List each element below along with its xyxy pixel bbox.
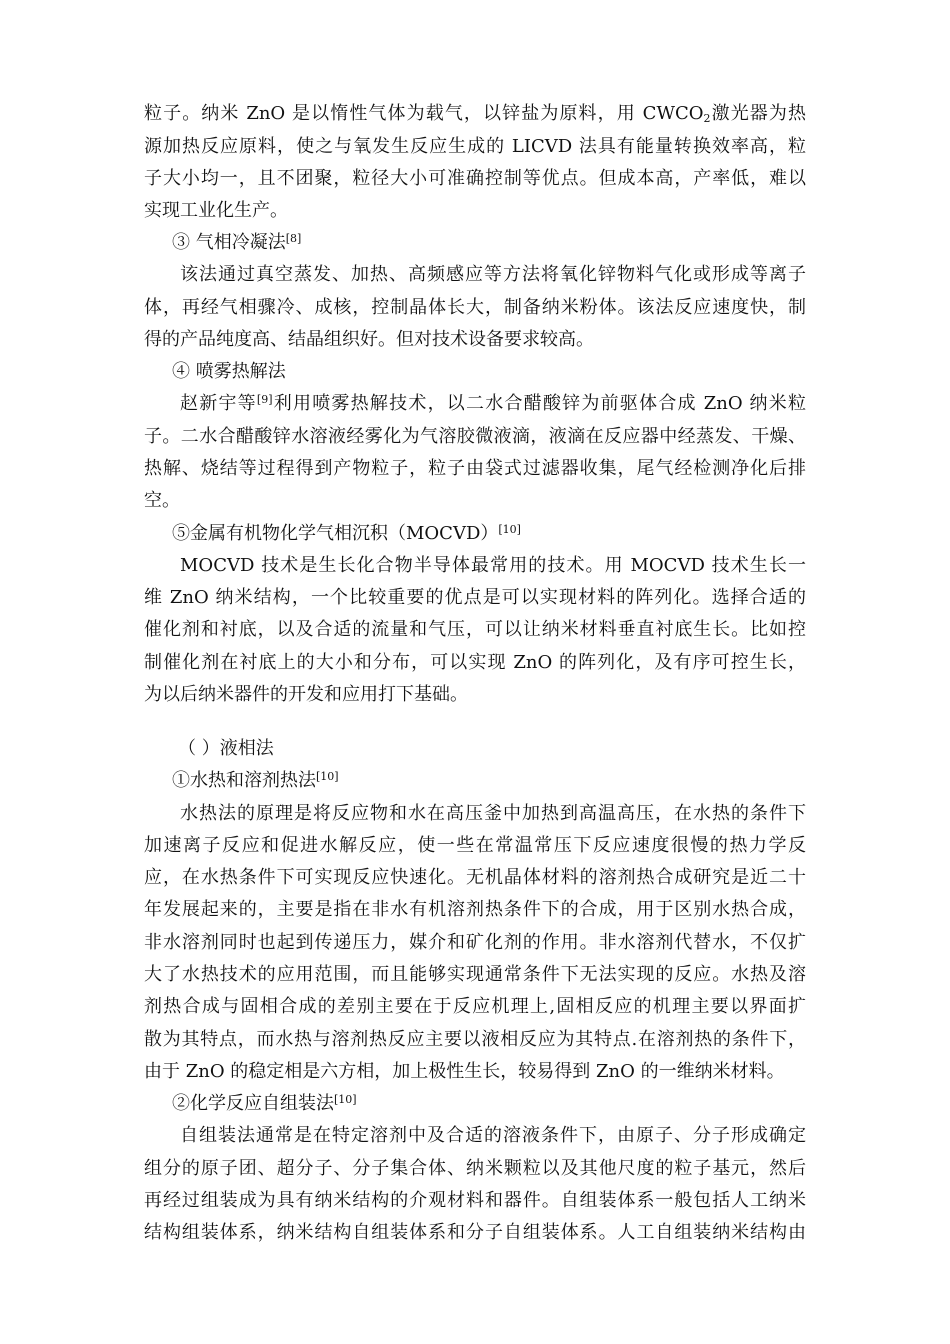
text-line: 制催化剂在衬底上的大小和分布，可以实现 ZnO 的阵列化，及有序可控生长， [144, 652, 806, 673]
text-line: 组分的原子团、超分子、分子集合体、纳米颗粒以及其他尺度的粒子基元，然后 [144, 1158, 806, 1179]
citation: [8] [285, 232, 302, 245]
text-line: 赵新宇等[9]利用喷雾热解技术，以二水合醋酸锌为前驱体合成 ZnO 纳米粒 [180, 393, 806, 414]
text-line: 催化剂和衬底，以及合适的流量和气压，可以让纳米材料垂直衬底生长。比如控 [144, 619, 806, 640]
subscript: 2 [703, 112, 711, 125]
text-line: 结构组装体系，纳米结构自组装体系和分子自组装体系。人工自组装纳米结构由 [144, 1222, 806, 1243]
text-line: 散为其特点，而水热与溶剂热反应主要以液相反应为其特点.在溶剂热的条件下， [144, 1029, 806, 1050]
text-line: 粒子。纳米 ZnO 是以惰性气体为载气，以锌盐为原料，用 $CWCO_2$激光器为热 [144, 103, 806, 125]
text-line: 大了水热技术的应用范围，而且能够实现通常条件下无法实现的反应。水热及溶 [144, 964, 806, 985]
citation: [9] [256, 393, 273, 406]
text-line: 子大小均一，且不团聚，粒径大小可准确控制等优点。但成本高，产率低，难以 [144, 168, 806, 189]
text-line: 体，再经气相骤冷、成核，控制晶体长大，制备纳米粉体。该法反应速度快，制 [144, 297, 806, 318]
text-line: 剂热合成与固相合成的差别主要在于反应机理上,固相反应的机理主要以界面扩 [144, 996, 806, 1017]
text-line: 源加热反应原料，使之与氧发生反应生成的 LICVD 法具有能量转换效率高，粒 [144, 136, 806, 157]
text-line: 年发展起来的，主要是指在非水有机溶剂热条件下的合成，用于区别水热合成， [144, 899, 806, 920]
section-heading: ②化学反应自组装法[10] [172, 1093, 357, 1114]
text-line: 应，在水热条件下可实现反应快速化。无机晶体材料的溶剂热合成研究是近二十 [144, 867, 806, 888]
citation: [10] [498, 523, 521, 536]
text-line: 由于 ZnO 的稳定相是六方相，加上极性生长，较易得到 ZnO 的一维纳米材料。 [144, 1061, 785, 1082]
text-line: 为以后纳米器件的开发和应用打下基础。 [144, 684, 468, 705]
text-line: 空。 [144, 490, 180, 511]
text-line: 水热法的原理是将反应物和水在高压釜中加热到高温高压，在水热的条件下 [180, 803, 806, 824]
text-line: 非水溶剂同时也起到传递压力，媒介和矿化剂的作用。非水溶剂代替水，不仅扩 [144, 932, 806, 953]
text-line: 该法通过真空蒸发、加热、高频感应等方法将氧化锌物料气化或形成等离子 [180, 264, 806, 285]
section-heading: ①水热和溶剂热法[10] [172, 770, 339, 791]
text-line: 子。二水合醋酸锌水溶液经雾化为气溶胶微液滴，液滴在反应器中经蒸发、干燥、 [144, 426, 806, 447]
text-line: 自组装法通常是在特定溶剂中及合适的溶液条件下，由原子、分子形成确定 [180, 1125, 806, 1146]
citation: [10] [316, 770, 339, 783]
citation: [10] [334, 1093, 357, 1106]
text-line: 加速离子反应和促进水解反应，使一些在常温常压下反应速度很慢的热力学反 [144, 835, 806, 856]
text-line: 得的产品纯度高、结晶组织好。但对技术设备要求较高。 [144, 329, 594, 350]
text-line: 热解、烧结等过程得到产物粒子，粒子由袋式过滤器收集，尾气经检测净化后排 [144, 458, 806, 479]
section-heading: ④ 喷雾热解法 [172, 361, 286, 382]
section-heading: ⑤金属有机物化学气相沉积（MOCVD）[10] [172, 523, 521, 544]
text-line: 实现工业化生产。 [144, 200, 288, 221]
section-heading: （ ）液相法 [178, 738, 274, 759]
section-heading: ③ 气相冷凝法[8] [172, 232, 302, 253]
text-line: 再经过组装成为具有纳米结构的介观材料和器件。自组装体系一般包括人工纳米 [144, 1190, 806, 1211]
text-line: MOCVD 技术是生长化合物半导体最常用的技术。用 MOCVD 技术生长一 [180, 555, 806, 576]
text-line: 维 ZnO 纳米结构，一个比较重要的优点是可以实现材料的阵列化。选择合适的 [144, 587, 806, 608]
